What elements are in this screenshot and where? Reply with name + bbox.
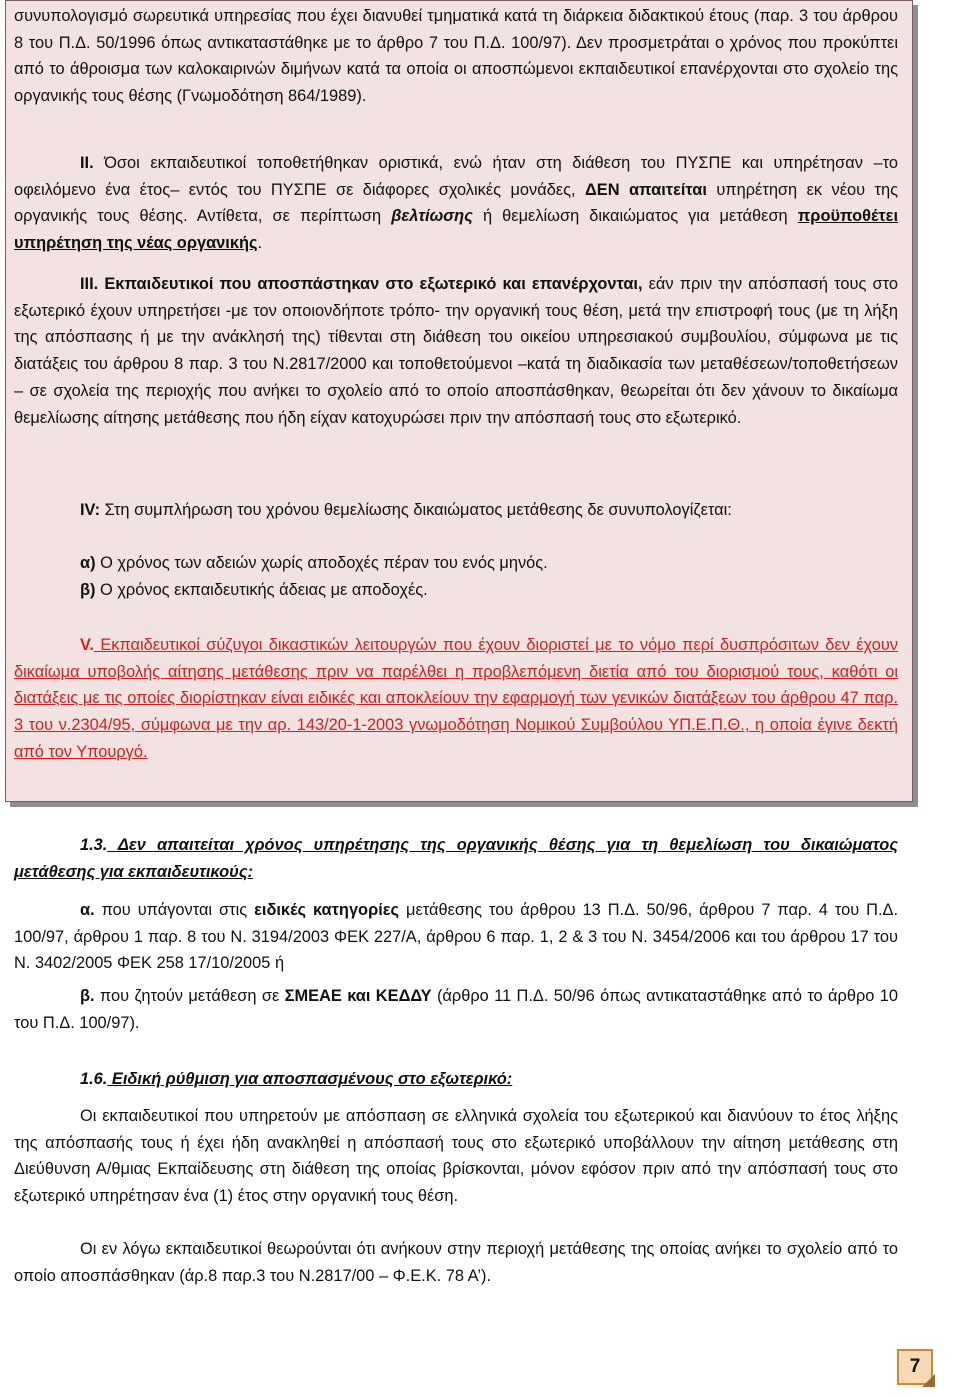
box-item-beta: β) Ο χρόνος εκπαιδευτικής άδειας με αποδοχές. — [80, 581, 428, 599]
section-1-3-heading: 1.3. Δεν απαιτείται χρόνος υπηρέτησης της οργανικής θέσης για τη θεμελίωση του δικαιώματος μετάθεσης για εκπαιδευτικούς: — [14, 836, 898, 881]
section-1-6-paragraph-2: Οι εν λόγω εκπαιδευτικοί θεωρούνται ότι ανήκουν στην περιοχή μετάθεσης της οποίας ανήκει το σχολείο από το οποίο αποσπάσθηκαν (άρ.8 παρ.3 του Ν.2817/00 – Φ.Ε.Κ. 78 Α’). — [14, 1240, 898, 1285]
box-paragraph-ii: ΙΙ. Όσοι εκπαιδευτικοί τοποθετήθηκαν οριστικά, ενώ ήταν στη διάθεση του ΠΥΣΠΕ και υπηρέτησαν –το οφειλόμενο ένα έτος– εντός του ΠΥΣΠΕ σε διάφορες σχολικές μονάδες, ΔΕΝ απαιτείται υπηρέτηση εκ νέου της οργανικής τους θέσης. Αντίθετα, σε περίπτωση βελτίωσης ή θεμελίωση δικαιώματος για μετάθεση προϋποθέτει υπηρέτηση της νέας οργανικής. — [14, 154, 898, 253]
box-item-alpha: α) Ο χρόνος των αδειών χωρίς αποδοχές πέραν του ενός μηνός. — [80, 554, 548, 572]
section-1-6-paragraph-1: Οι εκπαιδευτικοί που υπηρετούν με απόσπαση σε ελληνικά σχολεία του εξωτερικού και διανύουν το έτος λήξης της απόσπασής τους ή έχει ήδη ανακληθεί η απόσπασή τους στο εξωτερικό υποβάλλουν την αίτηση μετάθεσης στη Διεύθυνση Α/θμιας Εκπαίδευσης στη διάθεση της οποίας βρίσκονται, μόνον εφόσον πριν από την απόσπασή τους στο εξωτερικό υπηρέτησαν ένα (1) έτος στην οργανική τους θέση. — [14, 1107, 898, 1206]
box-paragraph-v: V. Εκπαιδευτικοί σύζυγοι δικαστικών λειτουργών που έχουν διοριστεί με το νόμο περί δυσπρόσιτων δεν έχουν δικαίωμα υποβολής αίτησης μετάθεσης πριν να παρέλθει η προβλεπόμενη διετία από του διορισμού τους, καθότι οι διατάξεις με τις οποίες διορίστηκαν είναι ειδικές και αποκλείουν την εφαρμογή των γενικών διατάξεων του άρθρου 47 παρ. 3 του ν.2304/95, σύμφωνα με την αρ. 143/20-1-2003 γνωμοδότηση Νομικού Συμβούλου ΥΠ.Ε.Π.Θ., η οποία έγινε δεκτή από τον Υπουργό. — [14, 636, 898, 761]
section-1-3-item-a: α. που υπάγονται στις ειδικές κατηγορίες μετάθεσης του άρθρου 13 Π.Δ. 50/96, άρθρου 7 παρ. 4 του Π.Δ. 100/97, άρθρου 1 παρ. 8 του Ν. 3194/2003 ΦΕΚ 227/Α, άρθρου 6 παρ. 1, 2 & 3 του Ν. 3454/2006 και του άρθρου 17 του Ν. 3402/2005 ΦΕΚ 258 17/10/2005 ή — [14, 901, 899, 973]
box-paragraph-iii: ΙΙΙ. Εκπαιδευτικοί που αποσπάστηκαν στο εξωτερικό και επανέρχονται, εάν πριν την απόσπασή τους στο εξωτερικό έχουν υπηρετήσει -με τον οποιονδήποτε τρόπο- την οργανική τους θέση, μετά την επιστροφή τους (με τη λήξη της απόσπασης ή με την ανάκλησή της) τίθενται στη διάθεση του οικείου υπηρεσιακού συμβουλίου, σύμφωνα με τις διατάξεις του άρθρου 8 παρ. 3 του Ν.2817/2000 και τοποθετούμενοι –κατά τη διαδικασία των μεταθέσεων/τοποθετήσεων – σε σχολεία της περιοχής που ανήκει το σχολείο από το οποίο αποσπάσθηκαν, θεωρείται ότι δεν χάνουν το δικαίωμα θεμελίωσης αίτησης μετάθεσης που ήδη είχαν κατοχυρώσει πριν την απόσπασή τους στο εξωτερικό. — [14, 275, 898, 427]
page-corner-fold — [922, 1374, 935, 1387]
section-1-3-item-b: β. που ζητούν μετάθεση σε ΣΜΕΑΕ και ΚΕΔΔΥ (άρθρο 11 Π.Δ. 50/96 όπως αντικαταστάθηκε από το άρθρο 10 του Π.Δ. 100/97). — [14, 987, 898, 1032]
page-number: 7 — [909, 1356, 921, 1377]
section-1-6-heading: 1.6. Ειδική ρύθμιση για αποσπασμένους στο εξωτερικό: — [80, 1070, 513, 1088]
box-paragraph-iv: IV: Στη συμπλήρωση του χρόνου θεμελίωσης δικαιώματος μετάθεσης δε συνυπολογίζεται: — [80, 501, 732, 519]
box-paragraph-continuation: συνυπολογισμό σωρευτικά υπηρεσίας που έχει διανυθεί τμηματικά κατά τη διάρκεια διδακτικού έτους (παρ. 3 του άρθρου 8 του Π.Δ. 50/1996 όπως αντικαταστάθηκε με το άρθρο 7 του Π.Δ. 100/97). Δεν προσμετράται ο χρόνος που προκύπτει από το άθροισμα των καλοκαιρινών διμήνων κατά τα οποία οι αποσπώμενοι εκπαιδευτικοί επανέρχονται στο σχολείο της οργανικής τους θέσης (Γνωμοδότηση 864/1989). — [14, 7, 898, 106]
